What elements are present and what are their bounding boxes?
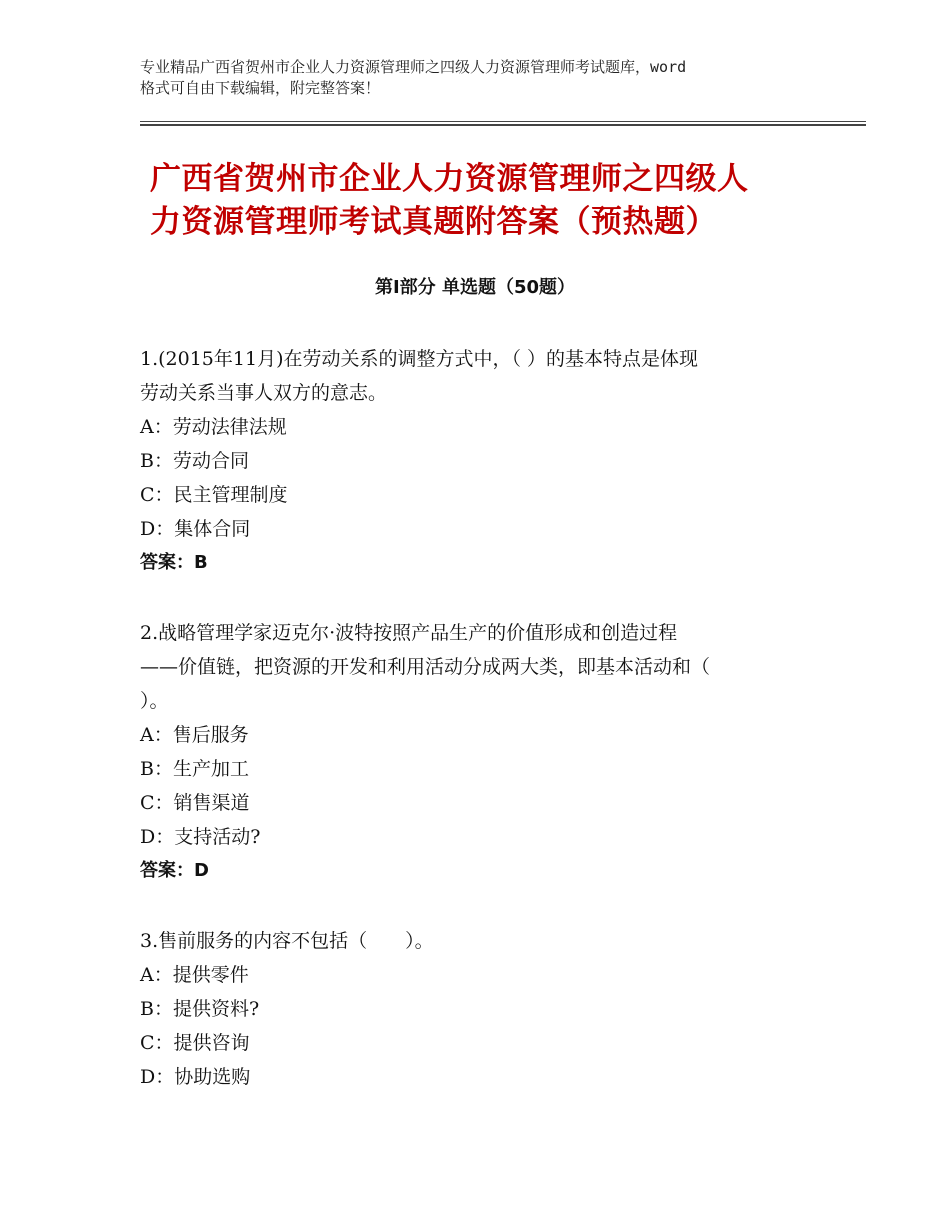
option-a: A：售后服务 [140,724,249,746]
question-text-line: ——价值链，把资源的开发和利用活动分成两大类，即基本活动和（ [140,656,711,678]
option-c: C：提供咨询 [140,1032,250,1054]
option-c: C：销售渠道 [140,792,250,814]
question-text-line: 2.战略管理学家迈克尔·波特按照产品生产的价值形成和创造过程 [140,622,678,644]
option-d: D：集体合同 [140,518,251,540]
header-note [140,57,840,99]
section-heading: 第Ⅰ部分 单选题（50题） [374,277,575,298]
answer-label: 答案：B [140,552,208,573]
header-divider-thick [140,124,866,126]
question-text-line: ）。 [140,690,169,712]
question-text-line: 劳动关系当事人双方的意志。 [140,382,388,404]
option-a: A：劳动法律法规 [140,416,287,438]
header-note-line-1: 专业精品广西省贺州市企业人力资源管理师之四级人力资源管理师考试题库，word [140,58,687,76]
question-text-line: 3.售前服务的内容不包括（ ）。 [140,930,434,952]
document-title [150,158,830,244]
answer-label: 答案：D [140,860,209,881]
option-d: D：协助选购 [140,1066,251,1088]
option-b: B：提供资料? [140,998,260,1020]
header-divider-thin [140,121,866,122]
option-b: B：劳动合同 [140,450,249,472]
header-note-line-2: 格式可自由下载编辑，附完整答案！ [140,79,381,97]
option-a: A：提供零件 [140,964,249,986]
document-title-line-2: 力资源管理师考试真题附答案（预热题） [150,204,717,240]
question-2 [140,616,820,888]
question-1 [140,342,820,580]
option-b: B：生产加工 [140,758,249,780]
question-3 [140,924,820,1094]
option-c: C：民主管理制度 [140,484,288,506]
question-text-line: 1.(2015年11月)在劳动关系的调整方式中，（ ）的基本特点是体现 [140,348,699,370]
document-title-line-1: 广西省贺州市企业人力资源管理师之四级人 [150,161,749,197]
option-d: D：支持活动? [140,826,261,848]
